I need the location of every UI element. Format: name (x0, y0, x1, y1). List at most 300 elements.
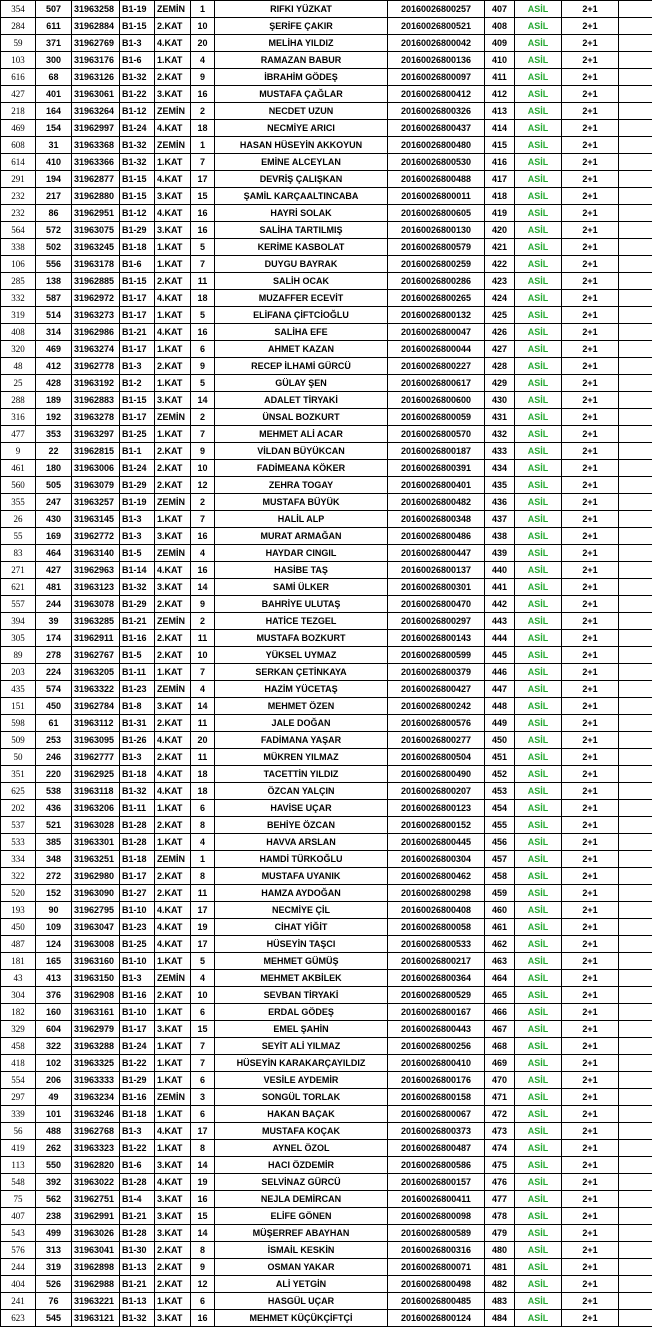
name-cell: HAZİM YÜCETAŞ (215, 681, 388, 698)
application-id-cell: 31963221 (72, 1293, 120, 1310)
reference-no-cell: 20160026800364 (388, 970, 485, 987)
rank-cell: 475 (485, 1157, 515, 1174)
sequence-cell: 160 (36, 1004, 72, 1021)
rank-cell: 431 (485, 409, 515, 426)
name-cell: HASİBE TAŞ (215, 562, 388, 579)
list-no-cell: 202 (1, 800, 36, 817)
name-cell: MUSTAFA BOZKURT (215, 630, 388, 647)
rank-cell: 418 (485, 188, 515, 205)
list-no-cell: 50 (1, 749, 36, 766)
rank-cell: 482 (485, 1276, 515, 1293)
sequence-cell: 101 (36, 1106, 72, 1123)
status-cell: ASİL (515, 1038, 562, 1055)
rank-cell: 456 (485, 834, 515, 851)
apartment-no-cell: 14 (191, 1157, 215, 1174)
list-no-cell: 271 (1, 562, 36, 579)
status-cell: ASİL (515, 698, 562, 715)
apartment-no-cell: 18 (191, 783, 215, 800)
room-type-cell: 2+1 (562, 35, 619, 52)
block-cell: B1-3 (120, 970, 155, 987)
blank-cell (619, 868, 652, 885)
floor-cell: 2.KAT (155, 630, 191, 647)
room-type-cell: 2+1 (562, 171, 619, 188)
table-row (1, 953, 652, 970)
rank-cell: 468 (485, 1038, 515, 1055)
application-id-cell: 31963246 (72, 1106, 120, 1123)
application-id-cell: 31962884 (72, 18, 120, 35)
table-row (1, 1310, 652, 1327)
block-cell: B1-28 (120, 1225, 155, 1242)
status-cell: ASİL (515, 630, 562, 647)
name-cell: GÜLAY ŞEN (215, 375, 388, 392)
application-id-cell: 31963257 (72, 494, 120, 511)
table-row (1, 698, 652, 715)
blank-cell (619, 1225, 652, 1242)
room-type-cell: 2+1 (562, 1, 619, 18)
rank-cell: 452 (485, 766, 515, 783)
status-cell: ASİL (515, 307, 562, 324)
floor-cell: 2.KAT (155, 647, 191, 664)
name-cell: HASGÜL UÇAR (215, 1293, 388, 1310)
blank-cell (619, 545, 652, 562)
rank-cell: 446 (485, 664, 515, 681)
blank-cell (619, 324, 652, 341)
room-type-cell: 2+1 (562, 817, 619, 834)
apartment-no-cell: 2 (191, 494, 215, 511)
sequence-cell: 574 (36, 681, 72, 698)
block-cell: B1-30 (120, 1242, 155, 1259)
rank-cell: 434 (485, 460, 515, 477)
floor-cell: 3.KAT (155, 1191, 191, 1208)
list-no-cell: 56 (1, 1123, 36, 1140)
application-id-cell: 31962986 (72, 324, 120, 341)
application-id-cell: 31963297 (72, 426, 120, 443)
table-row (1, 1140, 652, 1157)
reference-no-cell: 20160026800521 (388, 18, 485, 35)
floor-cell: 1.KAT (155, 341, 191, 358)
list-no-cell: 407 (1, 1208, 36, 1225)
room-type-cell: 2+1 (562, 664, 619, 681)
application-id-cell: 31962778 (72, 358, 120, 375)
status-cell: ASİL (515, 749, 562, 766)
table-row (1, 732, 652, 749)
list-no-cell: 418 (1, 1055, 36, 1072)
status-cell: ASİL (515, 1276, 562, 1293)
sequence-cell: 427 (36, 562, 72, 579)
block-cell: B1-29 (120, 222, 155, 239)
block-cell: B1-17 (120, 409, 155, 426)
name-cell: ERDAL GÖDEŞ (215, 1004, 388, 1021)
sequence-cell: 538 (36, 783, 72, 800)
sequence-cell: 262 (36, 1140, 72, 1157)
name-cell: MEHMET ÖZEN (215, 698, 388, 715)
apartment-no-cell: 18 (191, 766, 215, 783)
name-cell: ELİFE GÖNEN (215, 1208, 388, 1225)
floor-cell: 2.KAT (155, 817, 191, 834)
table-row (1, 103, 652, 120)
application-id-cell: 31963006 (72, 460, 120, 477)
sequence-cell: 165 (36, 953, 72, 970)
name-cell: HÜSEYİN KARAKARÇAYILDIZ (215, 1055, 388, 1072)
application-id-cell: 31962979 (72, 1021, 120, 1038)
table-row (1, 1293, 652, 1310)
name-cell: İBRAHİM GÖDEŞ (215, 69, 388, 86)
apartment-no-cell: 7 (191, 256, 215, 273)
blank-cell (619, 1123, 652, 1140)
apartment-no-cell: 15 (191, 1208, 215, 1225)
floor-cell: 4.KAT (155, 35, 191, 52)
application-id-cell: 31962784 (72, 698, 120, 715)
reference-no-cell: 20160026800411 (388, 1191, 485, 1208)
apartment-no-cell: 1 (191, 1, 215, 18)
status-cell: ASİL (515, 970, 562, 987)
reference-no-cell: 20160026800373 (388, 1123, 485, 1140)
block-cell: B1-16 (120, 630, 155, 647)
table-row (1, 630, 652, 647)
block-cell: B1-23 (120, 919, 155, 936)
blank-cell (619, 1140, 652, 1157)
table-row (1, 443, 652, 460)
block-cell: B1-6 (120, 52, 155, 69)
apartment-no-cell: 7 (191, 511, 215, 528)
floor-cell: 1.KAT (155, 800, 191, 817)
name-cell: BEHİYE ÖZCAN (215, 817, 388, 834)
name-cell: HACI ÖZDEMİR (215, 1157, 388, 1174)
name-cell: HAKAN BAÇAK (215, 1106, 388, 1123)
floor-cell: 4.KAT (155, 919, 191, 936)
status-cell: ASİL (515, 647, 562, 664)
sequence-cell: 526 (36, 1276, 72, 1293)
apartment-no-cell: 17 (191, 902, 215, 919)
table-row (1, 817, 652, 834)
floor-cell: 1.KAT (155, 1293, 191, 1310)
blank-cell (619, 783, 652, 800)
status-cell: ASİL (515, 1089, 562, 1106)
block-cell: B1-3 (120, 749, 155, 766)
list-no-cell: 285 (1, 273, 36, 290)
table-row (1, 1225, 652, 1242)
blank-cell (619, 86, 652, 103)
block-cell: B1-11 (120, 664, 155, 681)
room-type-cell: 2+1 (562, 851, 619, 868)
application-id-cell: 31962925 (72, 766, 120, 783)
room-type-cell: 2+1 (562, 273, 619, 290)
status-cell: ASİL (515, 443, 562, 460)
list-no-cell: 461 (1, 460, 36, 477)
blank-cell (619, 1242, 652, 1259)
block-cell: B1-21 (120, 1276, 155, 1293)
rank-cell: 463 (485, 953, 515, 970)
application-id-cell: 31963176 (72, 52, 120, 69)
block-cell: B1-24 (120, 460, 155, 477)
blank-cell (619, 1259, 652, 1276)
table-row (1, 86, 652, 103)
application-id-cell: 31962885 (72, 273, 120, 290)
table-row (1, 919, 652, 936)
reference-no-cell: 20160026800058 (388, 919, 485, 936)
reference-no-cell: 20160026800157 (388, 1174, 485, 1191)
apartment-no-cell: 8 (191, 1140, 215, 1157)
rank-cell: 410 (485, 52, 515, 69)
blank-cell (619, 171, 652, 188)
name-cell: SERKAN ÇETİNKAYA (215, 664, 388, 681)
apartment-no-cell: 9 (191, 443, 215, 460)
name-cell: MUSTAFA UYANIK (215, 868, 388, 885)
floor-cell: 2.KAT (155, 868, 191, 885)
reference-no-cell: 20160026800187 (388, 443, 485, 460)
room-type-cell: 2+1 (562, 222, 619, 239)
application-id-cell: 31963288 (72, 1038, 120, 1055)
application-id-cell: 31963140 (72, 545, 120, 562)
application-id-cell: 31963325 (72, 1055, 120, 1072)
table-row (1, 460, 652, 477)
apartment-no-cell: 11 (191, 749, 215, 766)
reference-no-cell: 20160026800485 (388, 1293, 485, 1310)
apartment-no-cell: 16 (191, 324, 215, 341)
list-no-cell: 404 (1, 1276, 36, 1293)
status-cell: ASİL (515, 103, 562, 120)
rank-cell: 474 (485, 1140, 515, 1157)
status-cell: ASİL (515, 902, 562, 919)
floor-cell: 4.KAT (155, 171, 191, 188)
status-cell: ASİL (515, 528, 562, 545)
rank-cell: 443 (485, 613, 515, 630)
apartment-no-cell: 19 (191, 919, 215, 936)
status-cell: ASİL (515, 613, 562, 630)
sequence-cell: 244 (36, 596, 72, 613)
status-cell: ASİL (515, 562, 562, 579)
name-cell: ZEHRA TOGAY (215, 477, 388, 494)
blank-cell (619, 936, 652, 953)
reference-no-cell: 20160026800044 (388, 341, 485, 358)
reference-no-cell: 20160026800257 (388, 1, 485, 18)
block-cell: B1-26 (120, 732, 155, 749)
block-cell: B1-15 (120, 18, 155, 35)
sequence-cell: 189 (36, 392, 72, 409)
table-row (1, 273, 652, 290)
block-cell: B1-18 (120, 1106, 155, 1123)
rank-cell: 465 (485, 987, 515, 1004)
application-id-cell: 31962908 (72, 987, 120, 1004)
block-cell: B1-17 (120, 1021, 155, 1038)
reference-no-cell: 20160026800301 (388, 579, 485, 596)
room-type-cell: 2+1 (562, 426, 619, 443)
table-row (1, 647, 652, 664)
list-no-cell: 477 (1, 426, 36, 443)
table-row (1, 426, 652, 443)
blank-cell (619, 18, 652, 35)
rank-cell: 476 (485, 1174, 515, 1191)
list-no-cell: 509 (1, 732, 36, 749)
rank-cell: 430 (485, 392, 515, 409)
floor-cell: 1.KAT (155, 52, 191, 69)
status-cell: ASİL (515, 1072, 562, 1089)
rank-cell: 484 (485, 1310, 515, 1327)
table-row (1, 120, 652, 137)
room-type-cell: 2+1 (562, 494, 619, 511)
blank-cell (619, 681, 652, 698)
application-id-cell: 31963123 (72, 579, 120, 596)
apartment-no-cell: 8 (191, 1242, 215, 1259)
room-type-cell: 2+1 (562, 528, 619, 545)
room-type-cell: 2+1 (562, 647, 619, 664)
reference-no-cell: 20160026800256 (388, 1038, 485, 1055)
room-type-cell: 2+1 (562, 698, 619, 715)
status-cell: ASİL (515, 137, 562, 154)
name-cell: VESİLE AYDEMİR (215, 1072, 388, 1089)
sequence-cell: 502 (36, 239, 72, 256)
sequence-cell: 138 (36, 273, 72, 290)
table-row (1, 18, 652, 35)
list-no-cell: 339 (1, 1106, 36, 1123)
list-no-cell: 394 (1, 613, 36, 630)
sequence-cell: 550 (36, 1157, 72, 1174)
sequence-cell: 562 (36, 1191, 72, 1208)
sequence-cell: 220 (36, 766, 72, 783)
rank-cell: 441 (485, 579, 515, 596)
list-no-cell: 458 (1, 1038, 36, 1055)
reference-no-cell: 20160026800617 (388, 375, 485, 392)
block-cell: B1-27 (120, 885, 155, 902)
apartment-no-cell: 2 (191, 613, 215, 630)
sequence-cell: 154 (36, 120, 72, 137)
name-cell: ELİFANA ÇİFTCİOĞLU (215, 307, 388, 324)
apartment-no-cell: 18 (191, 290, 215, 307)
block-cell: B1-13 (120, 1259, 155, 1276)
floor-cell: 1.KAT (155, 1072, 191, 1089)
list-no-cell: 305 (1, 630, 36, 647)
name-cell: HATİCE TEZGEL (215, 613, 388, 630)
list-no-cell: 533 (1, 834, 36, 851)
floor-cell: 1.KAT (155, 375, 191, 392)
name-cell: SALİHA TARTILMIŞ (215, 222, 388, 239)
table-row (1, 409, 652, 426)
application-id-cell: 31962880 (72, 188, 120, 205)
status-cell: ASİL (515, 256, 562, 273)
reference-no-cell: 20160026800412 (388, 86, 485, 103)
apartment-no-cell: 7 (191, 1055, 215, 1072)
blank-cell (619, 1038, 652, 1055)
block-cell: B1-3 (120, 528, 155, 545)
reference-no-cell: 20160026800207 (388, 783, 485, 800)
reference-no-cell: 20160026800298 (388, 885, 485, 902)
list-no-cell: 469 (1, 120, 36, 137)
application-id-cell: 31963121 (72, 1310, 120, 1327)
status-cell: ASİL (515, 545, 562, 562)
list-no-cell: 284 (1, 18, 36, 35)
blank-cell (619, 188, 652, 205)
room-type-cell: 2+1 (562, 1310, 619, 1327)
rank-cell: 409 (485, 35, 515, 52)
apartment-no-cell: 4 (191, 834, 215, 851)
room-type-cell: 2+1 (562, 1021, 619, 1038)
block-cell: B1-25 (120, 936, 155, 953)
floor-cell: 2.KAT (155, 749, 191, 766)
list-no-cell: 557 (1, 596, 36, 613)
name-cell: HAVİSE UÇAR (215, 800, 388, 817)
block-cell: B1-10 (120, 1004, 155, 1021)
blank-cell (619, 1021, 652, 1038)
room-type-cell: 2+1 (562, 783, 619, 800)
room-type-cell: 2+1 (562, 103, 619, 120)
floor-cell: ZEMİN (155, 494, 191, 511)
room-type-cell: 2+1 (562, 1208, 619, 1225)
floor-cell: 1.KAT (155, 307, 191, 324)
room-type-cell: 2+1 (562, 1174, 619, 1191)
list-no-cell: 548 (1, 1174, 36, 1191)
table-row (1, 1191, 652, 1208)
application-id-cell: 31962963 (72, 562, 120, 579)
name-cell: ALİ YETGİN (215, 1276, 388, 1293)
room-type-cell: 2+1 (562, 579, 619, 596)
blank-cell (619, 1276, 652, 1293)
room-type-cell: 2+1 (562, 970, 619, 987)
room-type-cell: 2+1 (562, 358, 619, 375)
name-cell: SAMİ ÜLKER (215, 579, 388, 596)
apartment-no-cell: 9 (191, 69, 215, 86)
room-type-cell: 2+1 (562, 511, 619, 528)
name-cell: HAMDİ TÜRKOĞLU (215, 851, 388, 868)
rank-cell: 414 (485, 120, 515, 137)
list-no-cell: 232 (1, 205, 36, 222)
sequence-cell: 49 (36, 1089, 72, 1106)
floor-cell: 3.KAT (155, 1225, 191, 1242)
list-no-cell: 59 (1, 35, 36, 52)
status-cell: ASİL (515, 324, 562, 341)
blank-cell (619, 562, 652, 579)
room-type-cell: 2+1 (562, 596, 619, 613)
room-type-cell: 2+1 (562, 1038, 619, 1055)
status-cell: ASİL (515, 596, 562, 613)
block-cell: B1-6 (120, 1157, 155, 1174)
room-type-cell: 2+1 (562, 715, 619, 732)
name-cell: MÜKREN YILMAZ (215, 749, 388, 766)
reference-no-cell: 20160026800227 (388, 358, 485, 375)
name-cell: BAHRİYE ULUTAŞ (215, 596, 388, 613)
application-id-cell: 31962972 (72, 290, 120, 307)
sequence-cell: 499 (36, 1225, 72, 1242)
list-no-cell: 43 (1, 970, 36, 987)
rank-cell: 479 (485, 1225, 515, 1242)
table-body (1, 1, 652, 1327)
rank-cell: 460 (485, 902, 515, 919)
apartment-no-cell: 6 (191, 1072, 215, 1089)
table-row (1, 1038, 652, 1055)
blank-cell (619, 1072, 652, 1089)
name-cell: DEVRİŞ ÇALIŞKAN (215, 171, 388, 188)
apartment-no-cell: 16 (191, 562, 215, 579)
block-cell: B1-17 (120, 307, 155, 324)
application-id-cell: 31963258 (72, 1, 120, 18)
blank-cell (619, 1106, 652, 1123)
application-id-cell: 31963028 (72, 817, 120, 834)
floor-cell: 1.KAT (155, 664, 191, 681)
sequence-cell: 604 (36, 1021, 72, 1038)
block-cell: B1-17 (120, 290, 155, 307)
block-cell: B1-4 (120, 1191, 155, 1208)
rank-cell: 416 (485, 154, 515, 171)
room-type-cell: 2+1 (562, 545, 619, 562)
rank-cell: 453 (485, 783, 515, 800)
application-id-cell: 31963333 (72, 1072, 120, 1089)
rank-cell: 448 (485, 698, 515, 715)
apartment-no-cell: 5 (191, 307, 215, 324)
apartment-no-cell: 14 (191, 698, 215, 715)
status-cell: ASİL (515, 35, 562, 52)
apartment-no-cell: 1 (191, 851, 215, 868)
list-no-cell: 621 (1, 579, 36, 596)
application-id-cell: 31963160 (72, 953, 120, 970)
